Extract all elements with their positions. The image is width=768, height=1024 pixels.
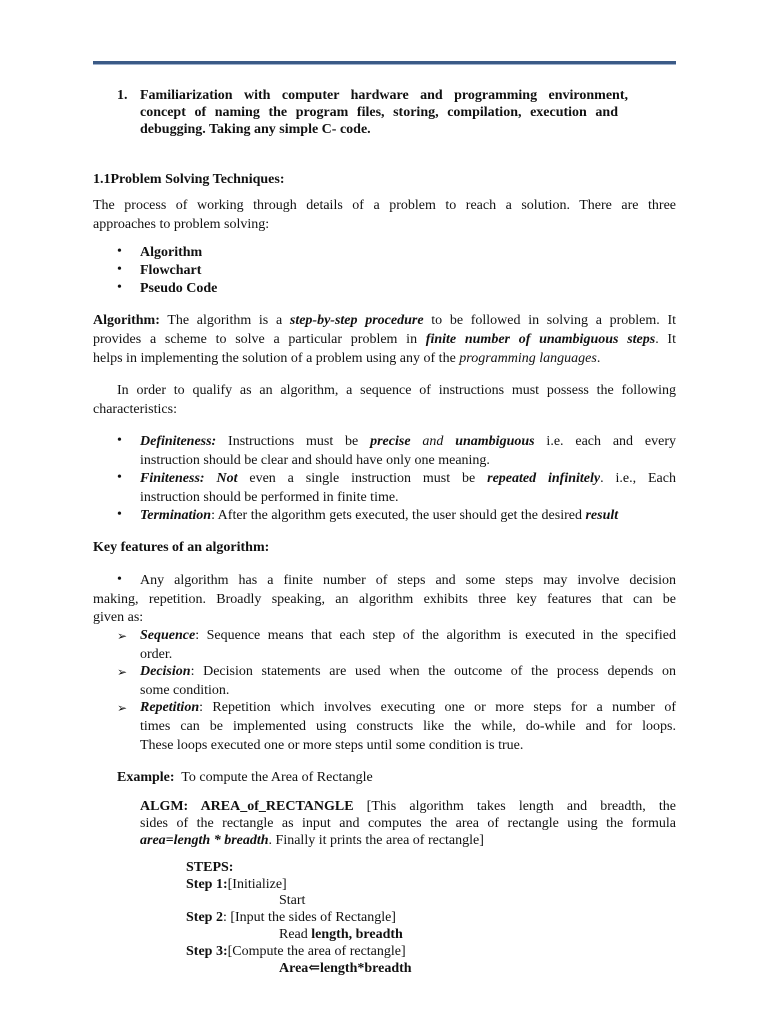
step-2-action [279, 926, 403, 944]
qualify-line-2: characteristics: [93, 402, 177, 417]
arrow-bullet: ➢ [117, 629, 128, 643]
finiteness-line-1 [140, 470, 676, 488]
step-3-action: Area⇐length*breadth [279, 961, 412, 976]
heading-line-1: Familiarization with computer hardware and programming environment, [140, 88, 628, 103]
section-title: 1.1Problem Solving Techniques: [93, 172, 285, 187]
text-run: even a single instruction must be [237, 471, 488, 486]
repetition-line-2: times can be implemented using constructs like the while, do-while and for loops. [140, 719, 676, 734]
text-run: [This algorithm takes length and breadth, the [353, 799, 676, 814]
list-bullet: • [117, 262, 122, 277]
text-run: i.e. each and every [534, 434, 676, 449]
text-run: to be followed in solving a problem. It [423, 313, 677, 328]
heading-line-2: concept of naming the program files, storing, compilation, execution and [140, 105, 618, 120]
list-item: Pseudo Code [140, 281, 218, 296]
header-rule [93, 61, 676, 65]
emphasis: length, breadth [311, 927, 403, 942]
step-2-line [186, 909, 396, 927]
text-run: : [Input the sides of Rectangle] [222, 910, 396, 925]
qualify-line-1: In order to qualify as an algorithm, a sequence of instructions must possess the following [117, 383, 676, 398]
text-run: provides a scheme to solve a particular problem in [93, 332, 426, 347]
text-run: . It [655, 332, 676, 347]
emphasis: programming languages [459, 351, 597, 366]
algm-title: ALGM: AREA_of_RECTANGLE [140, 799, 354, 814]
term: Decision [140, 664, 191, 679]
intro-line-1: The process of working through details of a problem to reach a solution. There are three [93, 198, 676, 213]
text-run: . Finally it prints the area of rectangle] [268, 833, 484, 848]
emphasis: unambiguous [455, 434, 535, 449]
arrow-bullet: ➢ [117, 665, 128, 679]
text-run: The algorithm is a [159, 313, 290, 328]
text-run: : After the algorithm gets executed, the user should get the desired [211, 508, 586, 523]
text-run: To compute the Area of Rectangle [174, 770, 373, 785]
list-bullet: • [117, 280, 122, 295]
decision-line-1 [140, 663, 676, 681]
term: Finiteness: Not [140, 471, 238, 486]
termination-line [140, 507, 618, 525]
definiteness-line-1 [140, 433, 676, 451]
algorithm-def-line-3 [93, 350, 600, 368]
term: Termination [140, 508, 212, 523]
step-1-line [186, 876, 287, 894]
definiteness-line-2: instruction should be clear and should have only one meaning. [140, 453, 490, 468]
emphasis: finite number of unambiguous steps [425, 332, 656, 347]
text-run: . i.e., Each [600, 471, 676, 486]
text-run: helps in implementing the solution of a problem using any of the [93, 351, 460, 366]
step-1-action: Start [279, 893, 306, 908]
key-features-title: Key features of an algorithm: [93, 540, 270, 555]
intro-line-2: approaches to problem solving: [93, 217, 270, 232]
term: Sequence [140, 628, 196, 643]
example-line [117, 769, 373, 787]
emphasis: result [585, 508, 619, 523]
list-bullet: • [117, 507, 122, 522]
finiteness-line-2: instruction should be performed in finite time. [140, 490, 399, 505]
step-label: Step 2 [186, 910, 223, 925]
list-bullet: • [117, 433, 122, 448]
step-3-line [186, 943, 406, 961]
text-run: and [410, 434, 456, 449]
key-intro-line-3: given as: [93, 610, 144, 625]
term: Repetition [140, 700, 200, 715]
algm-line-1 [140, 798, 676, 816]
text-run: : Repetition which involves executing one or more steps for a number of [199, 700, 676, 715]
key-intro-line-1: Any algorithm has a finite number of steps and some steps may involve decision [140, 573, 676, 588]
text-run: Instructions must be [216, 434, 371, 449]
decision-line-2: some condition. [140, 683, 230, 698]
heading-number: 1. [117, 88, 128, 103]
list-item: Algorithm [140, 245, 203, 260]
text-run: [Initialize] [227, 877, 287, 892]
sequence-line-2: order. [140, 647, 173, 662]
arrow-bullet: ➢ [117, 701, 128, 715]
emphasis: step-by-step procedure [289, 313, 424, 328]
text-run: Read [279, 927, 312, 942]
text-run: : Decision statements are used when the outcome of the process depends on [190, 664, 676, 679]
algm-line-3 [140, 832, 484, 850]
emphasis: precise [370, 434, 411, 449]
list-bullet: • [117, 244, 122, 259]
text-run: [Compute the area of rectangle] [227, 944, 406, 959]
term: Definiteness: [140, 434, 217, 449]
algorithm-label: Algorithm: [93, 313, 160, 328]
list-bullet: • [117, 470, 122, 485]
step-label: Step 3: [186, 944, 228, 959]
key-intro-line-2: making, repetition. Broadly speaking, an algorithm exhibits three key features that can be [93, 592, 676, 607]
text-run: . [596, 351, 601, 366]
sequence-line-1 [140, 627, 676, 645]
step-label: Step 1: [186, 877, 228, 892]
example-label: Example: [117, 770, 175, 785]
repetition-line-1 [140, 699, 676, 717]
emphasis: repeated infinitely [487, 471, 601, 486]
text-run: : Sequence means that each step of the algorithm is executed in the specified [195, 628, 676, 643]
list-bullet: • [117, 572, 122, 587]
algorithm-def-line-1 [93, 312, 676, 330]
formula: area=length * breadth [140, 833, 269, 848]
repetition-line-3: These loops executed one or more steps until some condition is true. [140, 738, 524, 753]
heading-line-3: debugging. Taking any simple C- code. [140, 122, 371, 137]
algm-line-2: sides of the rectangle as input and computes the area of rectangle using the formula [140, 816, 676, 831]
algorithm-def-line-2 [93, 331, 676, 349]
list-item: Flowchart [140, 263, 202, 278]
steps-title: STEPS: [186, 860, 234, 875]
